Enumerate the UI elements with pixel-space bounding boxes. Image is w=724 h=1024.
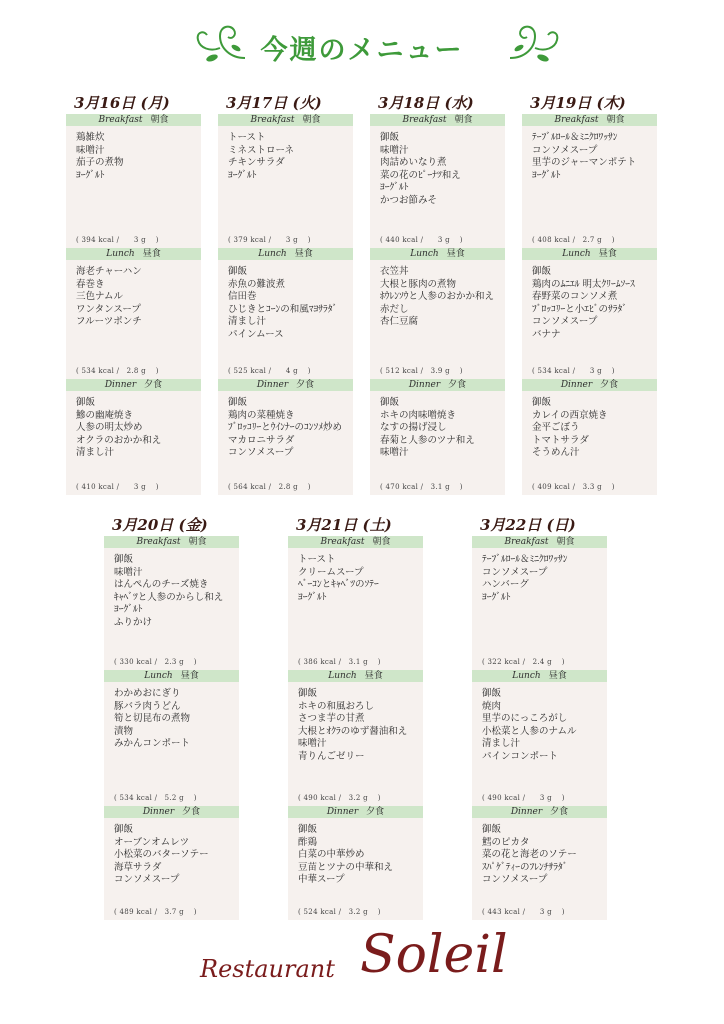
lunch-section bbox=[370, 248, 505, 379]
menu-item: トースト bbox=[298, 554, 336, 565]
breakfast-section bbox=[218, 114, 353, 248]
nutrition-info: ( 524 kcal / 3.2 g ) bbox=[298, 908, 381, 916]
day-date: 3月16日 (月) bbox=[74, 94, 170, 112]
breakfast-section bbox=[104, 536, 239, 670]
menu-item: みかんコンポート bbox=[114, 738, 191, 749]
dinner-label-jp: 夕食 bbox=[448, 380, 467, 390]
menu-item: なすの揚げ浸し bbox=[380, 422, 447, 433]
menu-item: ミネストローネ bbox=[228, 144, 295, 156]
menu-item: ﾖｰｸﾞﾙﾄ bbox=[76, 169, 105, 181]
menu-item: 豚バラ肉うどん bbox=[114, 700, 181, 712]
day-column bbox=[66, 92, 201, 495]
breakfast-header bbox=[218, 114, 353, 126]
menu-item: コンソメスープ bbox=[482, 566, 548, 578]
menu-item: ハンバーグ bbox=[482, 579, 529, 590]
menu-item: コンソメスープ bbox=[532, 316, 598, 327]
menu-item: 春巻き bbox=[76, 278, 105, 290]
menu-item: かつお節みそ bbox=[380, 194, 438, 206]
lunch-items bbox=[522, 260, 657, 341]
menu-item: オーブンオムレツ bbox=[114, 836, 190, 848]
menu-item: 御飯 bbox=[380, 132, 400, 143]
menu-item: 肉詰めいなり煮 bbox=[380, 157, 447, 168]
breakfast-label-en: Breakfast bbox=[402, 115, 447, 125]
menu-item: 大根とｵｸﾗのゆず醤油和え bbox=[298, 725, 408, 737]
menu-item: 菜の花のﾋﾟｰﾅﾂ和え bbox=[380, 169, 461, 181]
dinner-label-jp: 夕食 bbox=[366, 807, 385, 817]
menu-item: 海老チャーハン bbox=[76, 266, 142, 277]
lunch-label-jp: 昼食 bbox=[548, 671, 567, 681]
day-date: 3月18日 (水) bbox=[378, 94, 474, 112]
menu-item: バナナ bbox=[532, 328, 561, 340]
lunch-header bbox=[522, 248, 657, 260]
menu-item: チキンサラダ bbox=[228, 157, 285, 168]
menu-item: 白菜の中華炒め bbox=[298, 849, 365, 860]
dinner-section bbox=[218, 379, 353, 495]
dinner-header bbox=[66, 379, 201, 391]
lunch-label-jp: 昼食 bbox=[180, 671, 199, 681]
menu-item: 海草サラダ bbox=[114, 861, 162, 873]
dinner-section bbox=[522, 379, 657, 495]
menu-item: パインコンポート bbox=[482, 750, 559, 762]
lunch-items bbox=[288, 682, 423, 763]
menu-item: 鰺の幽庵焼き bbox=[76, 409, 134, 421]
lunch-label-jp: 昼食 bbox=[446, 249, 465, 259]
day-column bbox=[218, 92, 353, 495]
menu-item: マカロニサラダ bbox=[228, 434, 295, 446]
nutrition-info: ( 408 kcal / 2.7 g ) bbox=[532, 236, 615, 244]
menu-item: はんぺんのチーズ焼き bbox=[114, 579, 209, 590]
lunch-header bbox=[288, 670, 423, 682]
lunch-header bbox=[218, 248, 353, 260]
menu-item: 御飯 bbox=[532, 266, 552, 277]
menu-item: わかめおにぎり bbox=[114, 688, 181, 699]
menu-item: さつま芋の甘煮 bbox=[298, 713, 365, 724]
day-date: 3月22日 (日) bbox=[480, 516, 576, 534]
breakfast-label-en: Breakfast bbox=[320, 537, 365, 547]
menu-item: ﾖｰｸﾞﾙﾄ bbox=[114, 604, 143, 615]
menu-item: コンソメスープ bbox=[532, 144, 598, 156]
menu-item: 漬物 bbox=[114, 725, 134, 737]
menu-item: 衣笠丼 bbox=[380, 266, 409, 277]
day-date: 3月19日 (木) bbox=[530, 94, 626, 112]
nutrition-info: ( 470 kcal / 3.1 g ) bbox=[380, 483, 463, 491]
dinner-label-en: Dinner bbox=[560, 380, 593, 390]
dinner-label-en: Dinner bbox=[256, 380, 289, 390]
menu-item: 鶏肉のﾑﾆｴﾙ 明太ｸﾘｰﾑｿｰｽ bbox=[532, 278, 635, 290]
breakfast-section bbox=[66, 114, 201, 248]
nutrition-info: ( 534 kcal / 2.8 g ) bbox=[76, 367, 159, 375]
dinner-label-jp: 夕食 bbox=[182, 807, 201, 817]
flourish-ornament-icon bbox=[505, 18, 565, 70]
dinner-section bbox=[66, 379, 201, 495]
menu-item: 味噌汁 bbox=[298, 738, 327, 749]
breakfast-label-jp: 朝食 bbox=[606, 115, 625, 125]
menu-item: 三色ナムル bbox=[76, 291, 124, 302]
breakfast-label-en: Breakfast bbox=[504, 537, 549, 547]
lunch-header bbox=[472, 670, 607, 682]
menu-item: 味噌汁 bbox=[380, 447, 409, 458]
lunch-section bbox=[66, 248, 201, 379]
dinner-label-jp: 夕食 bbox=[296, 380, 315, 390]
menu-item: 大根と豚肉の煮物 bbox=[380, 278, 457, 290]
breakfast-label-jp: 朝食 bbox=[188, 537, 207, 547]
menu-item: 杏仁豆腐 bbox=[380, 316, 419, 327]
menu-item: コンソメスープ bbox=[114, 874, 180, 885]
menu-item: 御飯 bbox=[114, 824, 134, 835]
menu-item: 豆苗とツナの中華和え bbox=[298, 861, 394, 873]
dinner-label-en: Dinner bbox=[142, 807, 175, 817]
dinner-items bbox=[66, 391, 201, 460]
menu-item: 筍と切昆布の煮物 bbox=[114, 713, 191, 724]
breakfast-items bbox=[104, 548, 239, 629]
restaurant-label: Restaurant bbox=[200, 955, 335, 983]
menu-item: 人参の明太炒め bbox=[76, 422, 143, 433]
dinner-section bbox=[472, 806, 607, 920]
nutrition-info: ( 409 kcal / 3.3 g ) bbox=[532, 483, 615, 491]
nutrition-info: ( 490 kcal / 3 g ) bbox=[482, 794, 565, 802]
breakfast-label-en: Breakfast bbox=[250, 115, 295, 125]
dinner-header bbox=[288, 806, 423, 818]
nutrition-info: ( 534 kcal / 3 g ) bbox=[532, 367, 615, 375]
lunch-items bbox=[472, 682, 607, 763]
nutrition-info: ( 394 kcal / 3 g ) bbox=[76, 236, 159, 244]
nutrition-info: ( 379 kcal / 3 g ) bbox=[228, 236, 311, 244]
breakfast-header bbox=[370, 114, 505, 126]
dinner-header bbox=[522, 379, 657, 391]
lunch-label-en: Lunch bbox=[328, 671, 357, 681]
breakfast-section bbox=[370, 114, 505, 248]
menu-item: 御飯 bbox=[76, 397, 96, 408]
lunch-label-jp: 昼食 bbox=[294, 249, 313, 259]
menu-item: 鶏雑炊 bbox=[76, 132, 105, 143]
menu-item: 中華スープ bbox=[298, 874, 345, 885]
menu-item: 赤だし bbox=[380, 303, 409, 315]
menu-item: 小松菜のバターソテー bbox=[114, 849, 209, 860]
dinner-items bbox=[218, 391, 353, 460]
day-column bbox=[522, 92, 657, 495]
menu-item: 御飯 bbox=[380, 397, 400, 408]
lunch-label-jp: 昼食 bbox=[364, 671, 383, 681]
lunch-section bbox=[218, 248, 353, 379]
menu-item: 御飯 bbox=[482, 824, 502, 835]
lunch-header bbox=[66, 248, 201, 260]
nutrition-info: ( 525 kcal / 4 g ) bbox=[228, 367, 311, 375]
day-column bbox=[288, 514, 423, 920]
day-column bbox=[370, 92, 505, 495]
breakfast-section bbox=[522, 114, 657, 248]
dinner-label-en: Dinner bbox=[326, 807, 359, 817]
dinner-label-jp: 夕食 bbox=[600, 380, 619, 390]
breakfast-items bbox=[288, 548, 423, 604]
menu-item: ﾖｰｸﾞﾙﾄ bbox=[380, 182, 409, 193]
dinner-items bbox=[288, 818, 423, 887]
breakfast-header bbox=[522, 114, 657, 126]
nutrition-info: ( 564 kcal / 2.8 g ) bbox=[228, 483, 311, 491]
nutrition-info: ( 386 kcal / 3.1 g ) bbox=[298, 658, 381, 666]
breakfast-header bbox=[104, 536, 239, 548]
menu-item: ﾖｰｸﾞﾙﾄ bbox=[482, 591, 511, 603]
nutrition-info: ( 322 kcal / 2.4 g ) bbox=[482, 658, 565, 666]
lunch-header bbox=[104, 670, 239, 682]
menu-item: ひじきとｺｰﾝの和風ﾏﾖｻﾗﾀﾞ bbox=[228, 303, 338, 315]
dinner-section bbox=[104, 806, 239, 920]
menu-item: 清まし汁 bbox=[482, 738, 521, 749]
lunch-label-en: Lunch bbox=[144, 671, 173, 681]
nutrition-info: ( 534 kcal / 5.2 g ) bbox=[114, 794, 197, 802]
lunch-items bbox=[66, 260, 201, 329]
breakfast-items bbox=[472, 548, 607, 604]
nutrition-info: ( 440 kcal / 3 g ) bbox=[380, 236, 463, 244]
dinner-items bbox=[522, 391, 657, 460]
menu-item: ﾌﾞﾛｯｺﾘｰと小ｴﾋﾞのｻﾗﾀﾞ bbox=[532, 303, 628, 315]
menu-item: 酢鶏 bbox=[298, 836, 318, 848]
day-date: 3月17日 (火) bbox=[226, 94, 322, 112]
dinner-label-jp: 夕食 bbox=[144, 380, 163, 390]
nutrition-info: ( 330 kcal / 2.3 g ) bbox=[114, 658, 197, 666]
menu-item: 味噌汁 bbox=[380, 144, 409, 156]
breakfast-section bbox=[288, 536, 423, 670]
menu-item: 青りんごゼリー bbox=[298, 750, 365, 762]
lunch-label-jp: 昼食 bbox=[598, 249, 617, 259]
menu-item: カレイの西京焼き bbox=[532, 409, 608, 421]
menu-item: 春野菜のコンソメ煮 bbox=[532, 291, 618, 302]
menu-item: 里芋のジャーマンポテト bbox=[532, 157, 637, 168]
menu-item: 小松菜と人参のナムル bbox=[482, 725, 577, 737]
menu-item: フルーツポンチ bbox=[76, 316, 142, 327]
breakfast-label-en: Breakfast bbox=[98, 115, 143, 125]
day-column bbox=[472, 514, 607, 920]
menu-item: 味噌汁 bbox=[76, 144, 105, 156]
lunch-label-en: Lunch bbox=[410, 249, 439, 259]
breakfast-label-jp: 朝食 bbox=[372, 537, 391, 547]
menu-item: ﾃｰﾌﾞﾙﾛｰﾙ＆ﾐﾆｸﾛﾜｯｻﾝ bbox=[532, 132, 618, 143]
lunch-section bbox=[522, 248, 657, 379]
menu-item: ワンタンスープ bbox=[76, 303, 141, 315]
breakfast-section bbox=[472, 536, 607, 670]
lunch-section bbox=[472, 670, 607, 806]
menu-item: ｽﾊﾟｹﾞﾃｨｰのﾌﾚﾝﾁｻﾗﾀﾞ bbox=[482, 861, 568, 873]
breakfast-header bbox=[472, 536, 607, 548]
menu-item: ホキの和風おろし bbox=[298, 700, 375, 712]
breakfast-items bbox=[218, 126, 353, 182]
menu-item: ﾌﾞﾛｯｺﾘｰとｳｲﾝﾅｰのｺﾝｿﾒ炒め bbox=[228, 422, 343, 433]
menu-item: 金平ごぼう bbox=[532, 422, 580, 433]
nutrition-info: ( 443 kcal / 3 g ) bbox=[482, 908, 565, 916]
menu-item: 御飯 bbox=[298, 688, 318, 699]
dinner-items bbox=[472, 818, 607, 887]
nutrition-info: ( 410 kcal / 3 g ) bbox=[76, 483, 159, 491]
dinner-header bbox=[218, 379, 353, 391]
lunch-label-en: Lunch bbox=[258, 249, 287, 259]
lunch-label-en: Lunch bbox=[106, 249, 135, 259]
menu-item: 信田巻 bbox=[228, 291, 257, 302]
menu-item: トースト bbox=[228, 132, 266, 143]
lunch-section bbox=[288, 670, 423, 806]
day-column bbox=[104, 514, 239, 920]
lunch-items bbox=[218, 260, 353, 341]
footer bbox=[0, 905, 724, 1005]
breakfast-items bbox=[370, 126, 505, 207]
menu-item: 清まし汁 bbox=[228, 316, 267, 327]
menu-item: 御飯 bbox=[532, 397, 552, 408]
menu-item: 赤魚の難波煮 bbox=[228, 278, 286, 290]
day-date: 3月21日 (土) bbox=[296, 516, 392, 534]
breakfast-header bbox=[66, 114, 201, 126]
nutrition-info: ( 512 kcal / 3.9 g ) bbox=[380, 367, 463, 375]
menu-item: ﾎｳﾚﾝｿｳと人参のおかか和え bbox=[380, 291, 495, 302]
nutrition-info: ( 489 kcal / 3.7 g ) bbox=[114, 908, 197, 916]
menu-item: クリームスープ bbox=[298, 566, 364, 578]
menu-item: 御飯 bbox=[228, 397, 248, 408]
menu-item: オクラのおかか和え bbox=[76, 434, 162, 446]
menu-item: コンソメスープ bbox=[482, 874, 548, 885]
breakfast-label-en: Breakfast bbox=[136, 537, 181, 547]
dinner-items bbox=[370, 391, 505, 460]
menu-item: 御飯 bbox=[114, 554, 134, 565]
menu-item: パインムース bbox=[228, 328, 284, 340]
breakfast-label-jp: 朝食 bbox=[454, 115, 473, 125]
dinner-header bbox=[472, 806, 607, 818]
menu-item: 鱈のピカタ bbox=[482, 836, 530, 848]
menu-item: 御飯 bbox=[482, 688, 502, 699]
menu-item: ﾃｰﾌﾞﾙﾛｰﾙ＆ﾐﾆｸﾛﾜｯｻﾝ bbox=[482, 554, 568, 565]
dinner-label-en: Dinner bbox=[510, 807, 543, 817]
lunch-header bbox=[370, 248, 505, 260]
lunch-label-en: Lunch bbox=[512, 671, 541, 681]
menu-item: 清まし汁 bbox=[76, 447, 115, 458]
dinner-label-en: Dinner bbox=[408, 380, 441, 390]
menu-item: トマトサラダ bbox=[532, 434, 589, 446]
day-date: 3月20日 (金) bbox=[112, 516, 208, 534]
dinner-header bbox=[370, 379, 505, 391]
menu-item: ｷｬﾍﾞﾂと人参のからし和え bbox=[114, 591, 224, 603]
lunch-items bbox=[370, 260, 505, 329]
menu-item: 焼肉 bbox=[482, 700, 502, 712]
breakfast-label-jp: 朝食 bbox=[302, 115, 321, 125]
menu-item: ﾖｰｸﾞﾙﾄ bbox=[228, 169, 257, 181]
menu-item: ﾖｰｸﾞﾙﾄ bbox=[532, 169, 561, 181]
menu-item: 里芋のにっころがし bbox=[482, 713, 568, 724]
dinner-section bbox=[370, 379, 505, 495]
dinner-label-jp: 夕食 bbox=[550, 807, 569, 817]
menu-item: 菜の花と海老のソテー bbox=[482, 849, 577, 860]
dinner-items bbox=[104, 818, 239, 887]
nutrition-info: ( 490 kcal / 3.2 g ) bbox=[298, 794, 381, 802]
menu-item: ﾍﾞｰｺﾝとｷｬﾍﾞﾂのｿﾃｰ bbox=[298, 579, 379, 590]
menu-item: 御飯 bbox=[228, 266, 248, 277]
breakfast-header bbox=[288, 536, 423, 548]
lunch-label-en: Lunch bbox=[562, 249, 591, 259]
dinner-section bbox=[288, 806, 423, 920]
page-header bbox=[0, 18, 724, 74]
menu-item: 茄子の煮物 bbox=[76, 157, 124, 168]
menu-item: 御飯 bbox=[298, 824, 318, 835]
menu-item: コンソメスープ bbox=[228, 447, 294, 458]
dinner-label-en: Dinner bbox=[104, 380, 137, 390]
menu-item: 味噌汁 bbox=[114, 566, 143, 578]
menu-item: ホキの肉味噌焼き bbox=[380, 409, 457, 421]
menu-item: 鶏肉の菜種焼き bbox=[228, 409, 295, 421]
menu-item: ふりかけ bbox=[114, 616, 153, 628]
breakfast-label-en: Breakfast bbox=[554, 115, 599, 125]
menu-item: ﾖｰｸﾞﾙﾄ bbox=[298, 591, 327, 603]
lunch-items bbox=[104, 682, 239, 751]
breakfast-items bbox=[66, 126, 201, 182]
dinner-header bbox=[104, 806, 239, 818]
lunch-label-jp: 昼食 bbox=[142, 249, 161, 259]
breakfast-label-jp: 朝食 bbox=[150, 115, 169, 125]
menu-item: 春菊と人参のツナ和え bbox=[380, 434, 475, 446]
page-title: 今週のメニュー bbox=[260, 35, 464, 66]
menu-item: そうめん汁 bbox=[532, 447, 580, 458]
breakfast-items bbox=[522, 126, 657, 182]
lunch-section bbox=[104, 670, 239, 806]
breakfast-label-jp: 朝食 bbox=[556, 537, 575, 547]
brand-logo: Soleil bbox=[360, 925, 508, 985]
